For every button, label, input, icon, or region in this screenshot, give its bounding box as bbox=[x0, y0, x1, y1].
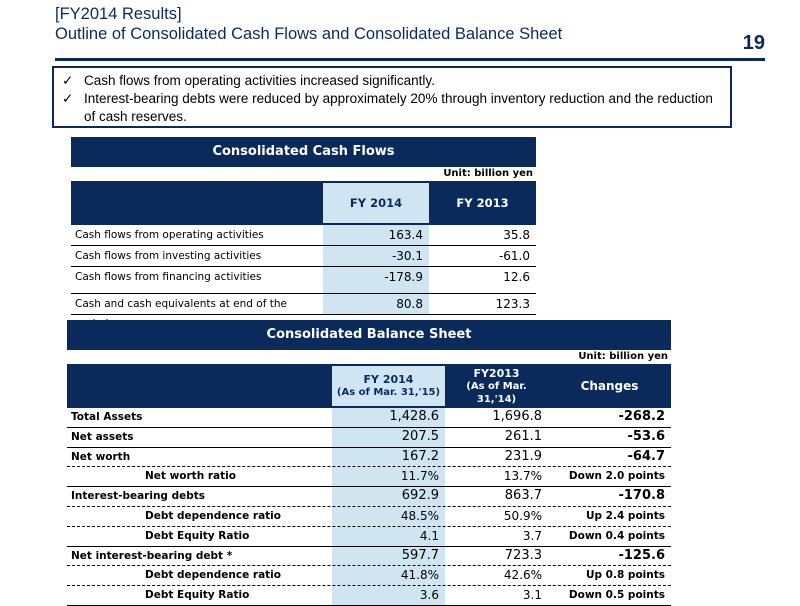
table-row bbox=[67, 408, 671, 428]
value-change: Down 2.0 points bbox=[568, 470, 665, 483]
value-change: -64.7 bbox=[627, 448, 665, 464]
column-header-changes: Changes bbox=[548, 366, 671, 406]
row-label: Net worth bbox=[71, 450, 131, 463]
header-blank-cell bbox=[71, 183, 323, 223]
table-row bbox=[71, 267, 536, 287]
row-label: Debt dependence ratio bbox=[145, 509, 281, 522]
value-fy2014: 48.5% bbox=[332, 507, 445, 526]
value-fy2014: 207.5 bbox=[332, 428, 445, 447]
table-row bbox=[67, 586, 671, 606]
value-fy2013: 863.7 bbox=[504, 488, 542, 504]
value-fy2014: 163.4 bbox=[323, 225, 429, 245]
slide-title-line1: [FY2014 Results] bbox=[55, 5, 182, 23]
value-fy2013: 1,696.8 bbox=[492, 409, 542, 424]
value-fy2014: 3.6 bbox=[332, 586, 445, 605]
row-label: Debt Equity Ratio bbox=[145, 589, 250, 602]
row-label: Debt dependence ratio bbox=[145, 569, 281, 582]
row-label: Cash and cash equivalents at end of the bbox=[75, 298, 287, 310]
header-rule bbox=[55, 58, 765, 61]
header-blank-cell bbox=[67, 366, 332, 406]
table-row bbox=[67, 507, 671, 527]
summary-point bbox=[62, 72, 722, 90]
cash-flows-header-row bbox=[71, 181, 536, 225]
value-fy2013: 123.3 bbox=[495, 297, 530, 311]
page-number: 19 bbox=[742, 32, 765, 54]
check-icon: ✓ bbox=[62, 91, 74, 106]
value-change: Down 0.4 points bbox=[568, 529, 665, 542]
balance-sheet-unit: Unit: billion yen bbox=[578, 351, 668, 362]
row-label: Cash flows from investing activities bbox=[75, 250, 262, 262]
row-label: Interest-bearing debts bbox=[71, 490, 206, 503]
value-fy2013: 3.1 bbox=[522, 588, 542, 603]
column-header-fy2014-title: FY 2014 bbox=[363, 373, 414, 386]
row-label: Cash flows from financing activities bbox=[75, 271, 262, 283]
check-icon: ✓ bbox=[62, 73, 74, 88]
row-label: Cash flows from operating activities bbox=[75, 229, 264, 241]
column-header-fy2013 bbox=[445, 366, 548, 406]
value-fy2013: 50.9% bbox=[503, 508, 542, 523]
slide-title-line2: Outline of Consolidated Cash Flows and Consolidated Balance Sheet bbox=[55, 25, 563, 43]
value-change: -125.6 bbox=[618, 547, 665, 563]
summary-point-text: Cash flows from operating activities increased significantly. bbox=[84, 73, 435, 88]
balance-sheet-title: Consolidated Balance Sheet bbox=[67, 320, 671, 350]
column-header-fy2014 bbox=[332, 366, 445, 406]
value-fy2014: 597.7 bbox=[332, 547, 445, 566]
value-fy2014: 11.7% bbox=[332, 467, 445, 486]
value-fy2013: 12.6 bbox=[503, 270, 530, 284]
value-fy2014: 692.9 bbox=[332, 487, 445, 506]
table-row bbox=[67, 547, 671, 567]
cash-flows-table bbox=[71, 137, 536, 315]
table-row bbox=[71, 225, 536, 246]
value-fy2013: 42.6% bbox=[503, 568, 542, 583]
value-fy2013: 3.7 bbox=[522, 528, 542, 543]
row-label: Net worth ratio bbox=[145, 470, 236, 483]
value-change: Up 0.8 points bbox=[585, 569, 665, 582]
value-fy2014: 4.1 bbox=[332, 527, 445, 546]
column-header-fy2013-title: FY2013 bbox=[473, 366, 520, 380]
slide-header bbox=[55, 4, 765, 54]
column-header-fy2013-date: (As of Mar. 31,'14) bbox=[466, 380, 527, 405]
value-fy2014: 167.2 bbox=[332, 448, 445, 467]
row-label: Net assets bbox=[71, 430, 134, 443]
value-fy2014: 1,428.6 bbox=[332, 408, 445, 427]
summary-box bbox=[52, 66, 732, 128]
table-row bbox=[67, 487, 671, 507]
summary-point-text: Interest-bearing debts were reduced by approximately 20% through inventory reduction and the reduction of cash reserves. bbox=[84, 91, 713, 124]
summary-point bbox=[62, 90, 722, 126]
table-row bbox=[67, 448, 671, 468]
balance-sheet-header-row bbox=[67, 364, 671, 408]
value-fy2014: 80.8 bbox=[323, 294, 429, 314]
value-fy2013: 261.1 bbox=[504, 428, 542, 444]
row-label: Total Assets bbox=[71, 411, 143, 423]
cash-flows-title: Consolidated Cash Flows bbox=[71, 137, 536, 167]
value-fy2013: 723.3 bbox=[504, 547, 542, 563]
value-change: Down 0.5 points bbox=[568, 589, 665, 602]
value-change: -53.6 bbox=[627, 428, 665, 444]
value-fy2014: -178.9 bbox=[323, 267, 429, 287]
column-header-fy2014: FY 2014 bbox=[323, 183, 429, 223]
value-fy2013: -61.0 bbox=[498, 249, 530, 263]
column-header-fy2013: FY 2013 bbox=[429, 183, 536, 223]
table-row bbox=[71, 246, 536, 267]
cash-flows-unit: Unit: billion yen bbox=[443, 168, 533, 179]
value-fy2013: 13.7% bbox=[503, 469, 542, 484]
table-row bbox=[67, 428, 671, 448]
table-row bbox=[67, 467, 671, 487]
column-header-fy2014-date: (As of Mar. 31,'15) bbox=[336, 387, 441, 398]
value-fy2013: 35.8 bbox=[503, 228, 530, 242]
value-change: -170.8 bbox=[618, 488, 665, 504]
table-row bbox=[67, 566, 671, 586]
table-row bbox=[67, 527, 671, 547]
table-row bbox=[71, 293, 536, 315]
value-fy2014: 41.8% bbox=[332, 566, 445, 585]
value-fy2014: -30.1 bbox=[323, 246, 429, 266]
value-change: -268.2 bbox=[618, 409, 665, 424]
value-fy2013: 231.9 bbox=[504, 448, 542, 464]
row-label: Net interest-bearing debt * bbox=[71, 549, 233, 562]
row-label: Debt Equity Ratio bbox=[145, 529, 250, 542]
balance-sheet-table bbox=[67, 320, 671, 606]
value-change: Up 2.4 points bbox=[585, 509, 665, 522]
